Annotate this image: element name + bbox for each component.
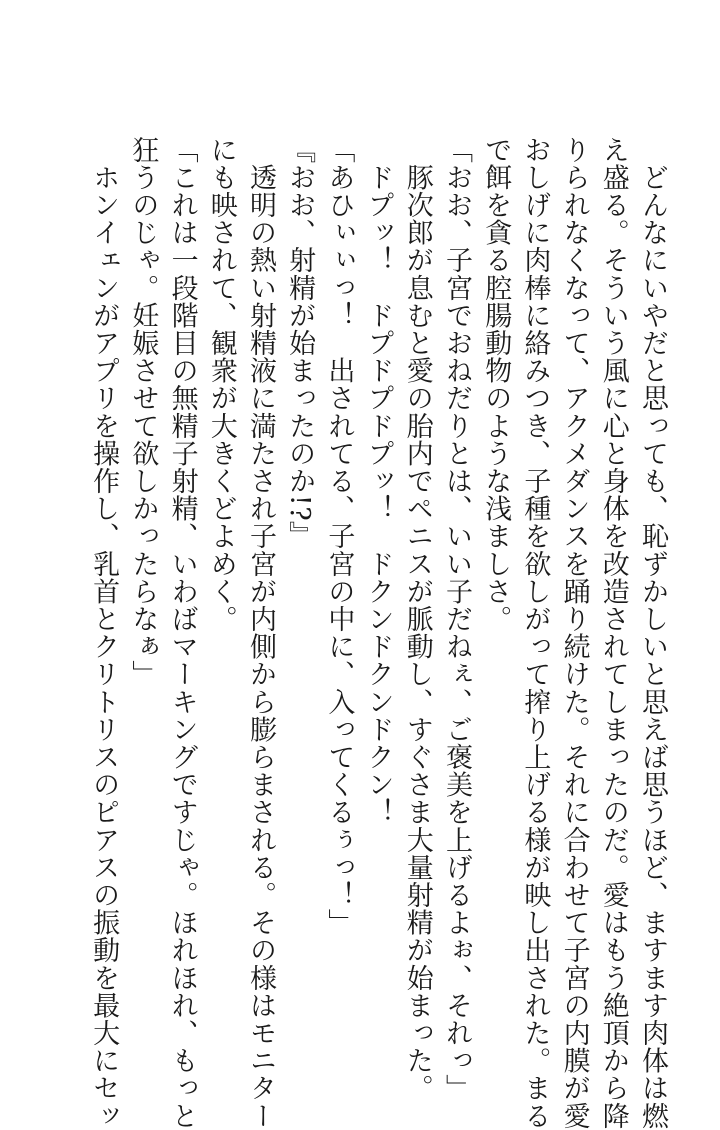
text-line: どんなにいやだと思っても、恥ずかしいと思えば思うほど、ますます肉体は燃 [637, 136, 668, 1130]
text-line: おしげに肉棒に絡みつき、子種を欲しがって搾り上げる様が映し出された。まる [519, 136, 551, 1130]
text-line: 『おお、射精が始まったのか!?』 [284, 136, 316, 549]
text-line: 「これは一段階目の無精子射精、いわばマーキングですじゃ。ほれほれ、もっと [166, 136, 198, 1130]
text-line: 「あひぃぃっ！ 出されてる、子宮の中に、入ってくるぅっ！」 [323, 136, 355, 937]
vertical-text-block [32, 136, 672, 1130]
text-line: 透明の熱い射精液に満たされ子宮が内側から膨らまされる。その様はモニター [244, 136, 276, 1130]
text-line: 豚次郎が息むと愛の胎内でペニスが脈動し、すぐさま大量射精が始まった。 [401, 136, 433, 1102]
text-line: ホンイェンがアプリを操作し、乳首とクリトリスのピアスの振動を最大にセッ [88, 136, 120, 1130]
text-line: にも映されて、観衆が大きくどよめく。 [205, 136, 237, 633]
text-line: で餌を貪る腔腸動物のような浅ましさ。 [480, 136, 512, 633]
text-line: りられなくなって、アクメダンスを踊り続けた。それに合わせて子宮の内膜が愛 [558, 136, 590, 1130]
text-line: え盛る。そういう風に心と身体を改造されてしまったのだ。愛はもう絶頂から降 [597, 136, 629, 1130]
text-line: 「おお、子宮でおねだりとは、いい子だねぇ、ご褒美を上げるよぉ、それっ」 [440, 136, 472, 1102]
text-line: 狂うのじゃ。妊娠させて欲しかったらなぁ」 [127, 136, 159, 688]
text-line: ドプッ！ ドプドプドプッ！ ドクンドクンドクン！ [362, 136, 394, 826]
